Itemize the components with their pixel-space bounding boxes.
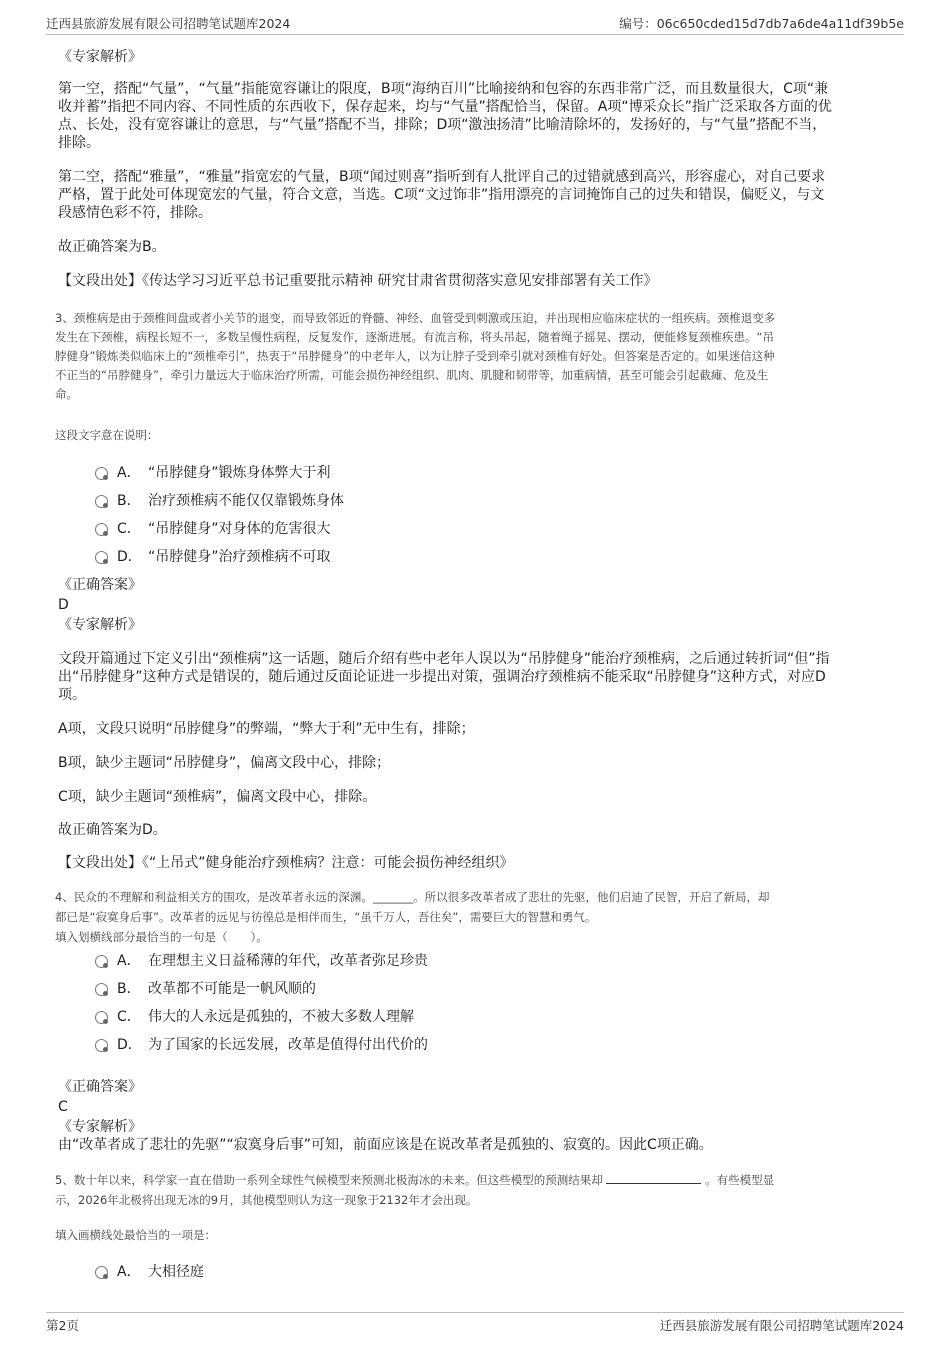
text-segment: 5、数十年以来，科学家一直在借助一系列全球性气候模型来预测北极海冰的未来。但这些模型的预测结果却 [55, 1173, 603, 1187]
radio-button[interactable] [95, 551, 108, 564]
text-line: 命。 [55, 387, 78, 401]
text-line: 严格，置于此处可体现宽宏的气量，符合文意，当选。C项“文过饰非”指用漂亮的言词掩饰自己的过失和错误，偏贬义，与文 [58, 187, 825, 203]
header-title: 迁西县旅游发展有限公司招聘笔试题库2024 [46, 16, 291, 31]
q4-stem-line2: 都已是“寂寞身后事”。改革者的远见与彷徨总是相伴而生，“虽千万人，吾往矣”，需要巨大的智慧和勇气。 [55, 910, 597, 924]
q5-question: 填入画横线处最恰当的一项是： [55, 1228, 216, 1242]
text-segment: 。有些模型显 [705, 1173, 775, 1187]
radio-button[interactable] [95, 523, 108, 536]
text-line: 点、长处，没有宽容谦让的意思，与“气量”搭配不当，排除；D项“激浊扬清”比喻清除坏的，发扬好的，与“气量”搭配不当， [58, 117, 827, 133]
text-line: 脖健身”锻炼类似临床上的“颈椎牵引”，热衷于“吊脖健身”的中老年人，以为让脖子受到牵引就对颈椎有好处。但答案是否定的。如果迷信这种 [55, 349, 775, 363]
option-letter: A． [117, 1264, 141, 1280]
text-line: 第二空，搭配“雅量”，“雅量”指宽宏的气量，B项“闻过则喜”指听到有人批评自己的过错就感到高兴，形容虚心，对自己要求 [58, 169, 826, 185]
q4-analysis: 由“改革者成了悲壮的先驱”“寂寞身后事”可知，前面应该是在说改革者是孤独的、寂寞的。因此C项正确。 [58, 1137, 713, 1153]
option-letter: D． [117, 1037, 142, 1053]
option-text: 伟大的人永远是孤独的，不被大多数人理解 [148, 1009, 414, 1025]
text-line: 出“吊脖健身”这种方式是错误的，随后通过反面论证进一步提出对策，强调治疗颈椎病不能采取“吊脖健身”这种方式，对应D [58, 669, 826, 685]
option-text: 治疗颈椎病不能仅仅靠锻炼身体 [148, 493, 344, 509]
radio-button[interactable] [95, 495, 108, 508]
radio-button[interactable] [95, 1011, 108, 1024]
text-line: 不正当的“吊脖健身”，牵引力量远大于临床治疗所需，可能会损伤神经组织、肌肉、肌腱和韧带等，加重病情，甚至可能会引起截瘫、危及生 [55, 368, 769, 382]
q3-conclusion: 故正确答案为D。 [58, 822, 167, 838]
option-letter: A． [117, 465, 141, 481]
footer-title: 迁西县旅游发展有限公司招聘笔试题库2024 [659, 1318, 904, 1333]
radio-button[interactable] [95, 1266, 108, 1279]
q4-expert-label: 《专家解析》 [58, 1119, 142, 1135]
q3-stem [55, 309, 775, 404]
text-line: 排除。 [58, 135, 100, 151]
q3-note-b: B项，缺少主题词“吊脖健身”，偏离文段中心，排除； [58, 755, 391, 771]
radio-button[interactable] [95, 467, 108, 480]
q3-analysis [58, 650, 830, 704]
radio-button[interactable] [95, 1039, 108, 1052]
option-text: 改革都不可能是一帆风顺的 [148, 981, 316, 997]
option-text: “吊脖健身”对身体的危害很大 [148, 521, 331, 537]
option-text: “吊脖健身”治疗颈椎病不可取 [148, 549, 331, 565]
q5-stem-line2: 示，2026年北极将出现无冰的9月，其他模型则认为这一现象于2132年才会出现。 [55, 1193, 478, 1207]
option-text: 大相径庭 [148, 1264, 204, 1280]
option-text: “吊脖健身”锻炼身体弊大于利 [148, 465, 331, 481]
q4-answer-label: 《正确答案》 [58, 1079, 142, 1095]
q3-source: 【文段出处】《“上吊式”健身能治疗颈椎病？注意：可能会损伤神经组织》 [58, 855, 514, 871]
text-line: 第一空，搭配“气量”，“气量”指能宽容谦让的限度，B项“海纳百川”比喻接纳和包容的东西非常广泛，而且数量很大，C项“兼 [58, 81, 829, 97]
text-line: 发生在下颈椎，病程长短不一，多数呈慢性病程，反复发作，逐渐进展。有流言称，将头吊起，随着绳子摇晃、摆动，便能修复颈椎疾患。“吊 [55, 330, 774, 344]
q2-source: 【文段出处】《传达学习习近平总书记重要批示精神 研究甘肃省贯彻落实意见安排部署有关工作》 [58, 273, 658, 289]
option-text: 在理想主义日益稀薄的年代，改革者弥足珍贵 [148, 953, 428, 969]
q3-answer: D [58, 597, 69, 613]
page-number: 第2页 [46, 1318, 79, 1333]
text-line: 3、颈椎病是由于颈椎间盘或者小关节的退变，而导致邻近的脊髓、神经、血管受到刺激或压迫，并出现相应临床症状的一组疾病。颈椎退变多 [55, 311, 776, 325]
text-line: 收并蓄”指把不同内容、不同性质的东西收下，保存起来，均与“气量”搭配恰当，保留。A项“博采众长”指广泛采取各方面的优 [58, 99, 832, 115]
q2-conclusion: 故正确答案为B。 [58, 239, 166, 255]
q3-question: 这段文字意在说明： [55, 428, 159, 442]
option-letter: C． [117, 1009, 141, 1025]
q5-stem-line1 [55, 1171, 774, 1190]
text-line: 项。 [58, 687, 86, 703]
radio-button[interactable] [95, 955, 108, 968]
q4-answer: C [58, 1099, 68, 1115]
q2-analysis-para1 [58, 80, 832, 152]
page-header [46, 14, 904, 35]
q3-expert-label: 《专家解析》 [58, 617, 142, 633]
q4-stem-line1: 4、民众的不理解和利益相关方的围攻，是改革者永远的深渊。_______。所以很多改革者成了悲壮的先驱，他们启迪了民智，开启了新局，却 [55, 890, 770, 904]
option-letter: C． [117, 521, 141, 537]
q3-note-a: A项，文段只说明“吊脖健身”的弊端，“弊大于利”无中生有，排除； [58, 721, 475, 737]
option-letter: B． [117, 981, 141, 997]
radio-button[interactable] [95, 983, 108, 996]
text-line: 段感情色彩不符，排除。 [58, 205, 212, 221]
q3-note-c: C项，缺少主题词“颈椎病”，偏离文段中心，排除。 [58, 789, 377, 805]
fill-in-blank [606, 1171, 701, 1184]
text-line: 文段开篇通过下定义引出“颈椎病”这一话题，随后介绍有些中老年人误以为“吊脖健身”能治疗颈椎病，之后通过转折词“但”指 [58, 651, 830, 667]
option-letter: A． [117, 953, 141, 969]
option-letter: D． [117, 549, 142, 565]
q4-question: 填入划横线部分最恰当的一句是（ ）。 [55, 930, 268, 944]
q3-answer-label: 《正确答案》 [58, 577, 142, 593]
q2-expert-label: 《专家解析》 [58, 49, 142, 65]
page-footer [46, 1312, 904, 1335]
header-serial-number: 编号：06c650cded15d7db7a6de4a11df39b5e [619, 16, 904, 31]
option-text: 为了国家的长远发展，改革是值得付出代价的 [148, 1037, 428, 1053]
option-letter: B． [117, 493, 141, 509]
q2-analysis-para2 [58, 168, 825, 222]
